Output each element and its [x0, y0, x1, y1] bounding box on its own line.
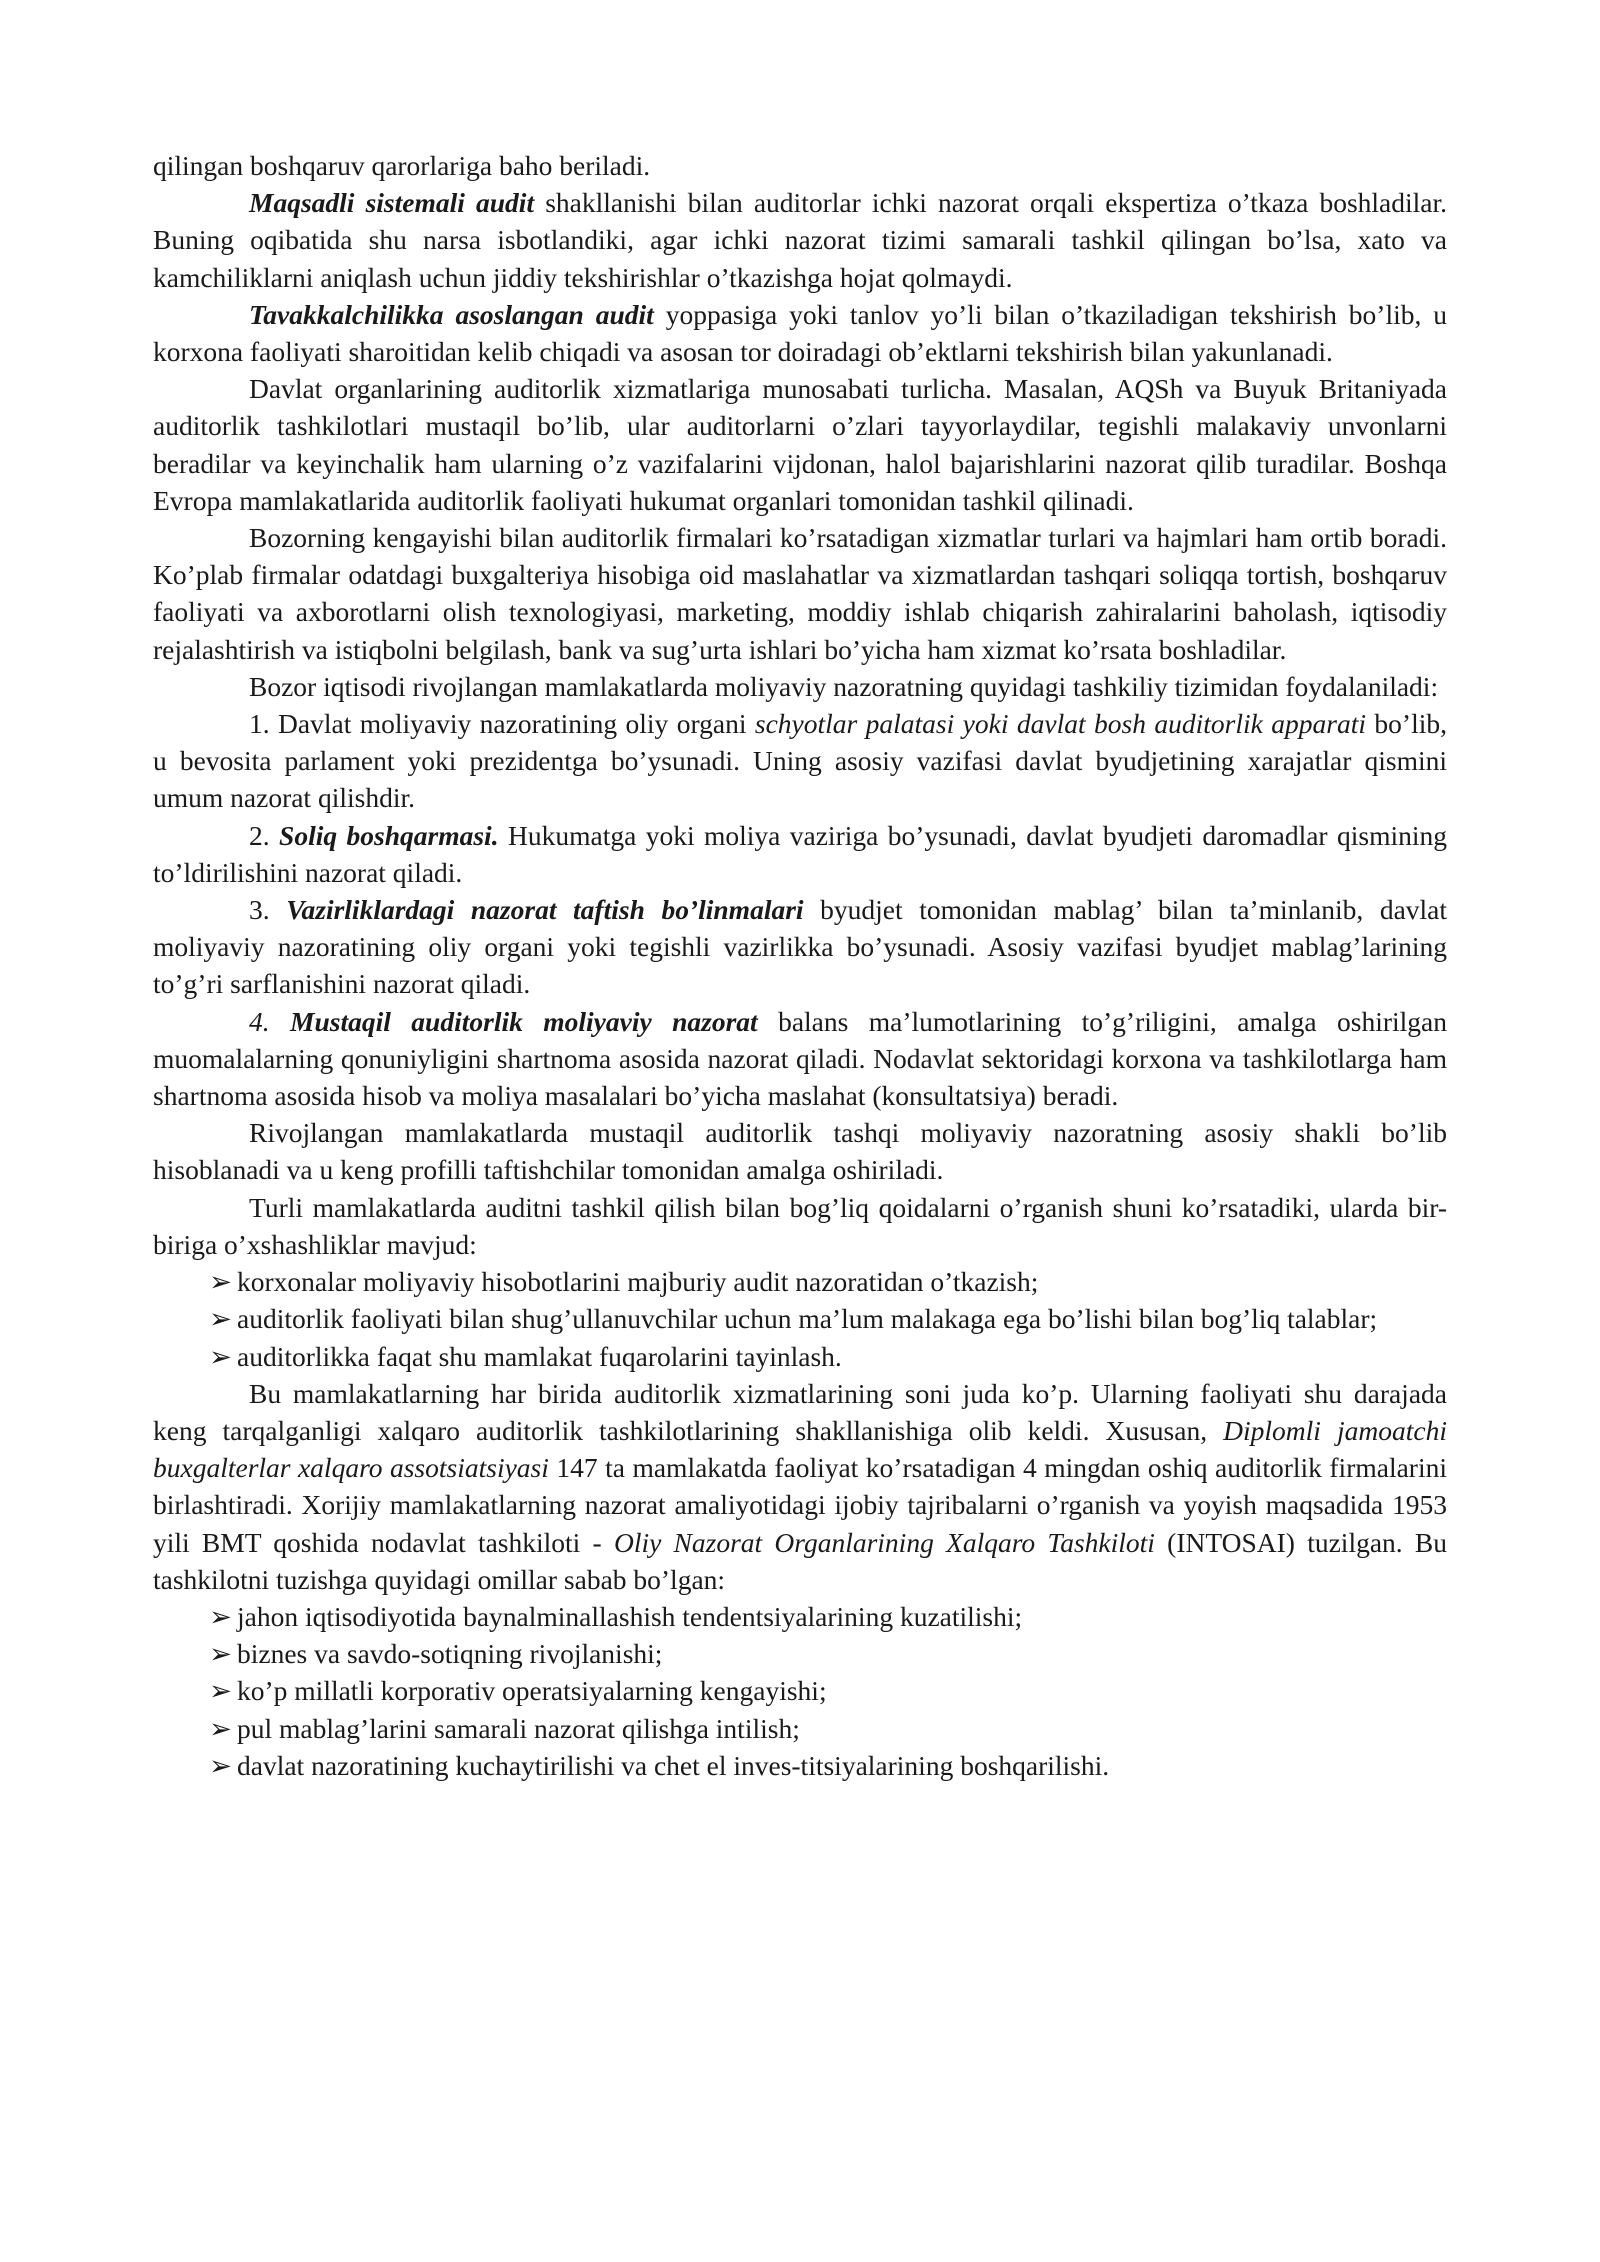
arrowhead-bullet-icon: ➢ — [209, 1712, 233, 1744]
list-item: ➢ auditorlik faoliyati bilan shug’ullanuvchilar uchun ma’lum malakaga ega bo’lishi bilan bog’liq talablar; — [153, 1300, 1447, 1337]
arrowhead-bullet-icon: ➢ — [209, 1600, 233, 1632]
arrowhead-bullet-icon: ➢ — [209, 1675, 233, 1707]
paragraph: Turli mamlakatlarda auditni tashkil qilish bilan bog’liq qoidalarni o’rganish shuni ko’rsatadiki, ularda bir-biriga o’xshashliklar mavjud: — [153, 1191, 1447, 1260]
bullet-list-similarities — [153, 1263, 1447, 1375]
paragraph: Tavakkalchilikka asoslangan audit yoppasiga yoki tanlov yo’li bilan o’tkaziladigan tekshirish bo’lib, u korxona faoliyati sharoitidan kelib chiqadi va asosan tor doiradagi ob’ektlarni tekshirish bilan yakunlanadi. — [153, 298, 1447, 368]
bullet-list-intosai-factors — [153, 1598, 1447, 1784]
numbered-item-3: 3. Vazirliklardagi nazorat taftish bo’linmalari byudjet tomonidan mablag’ bilan ta’minlanib, davlat moliyaviy nazoratining oliy organi yoki tegishli vazirlikka bo’ysunadi. Asosiy vazifasi byudjet mablag’larining to’g’ri sarflanishini nazorat qiladi. — [153, 894, 1448, 1000]
list-item: ➢ davlat nazoratining kuchaytirilishi va chet el inves-titsiyalarining boshqarilishi. — [153, 1747, 1447, 1784]
paragraph: Bozor iqtisodi rivojlangan mamlakatlarda moliyaviy nazoratning quyidagi tashkiliy tizimidan foydalaniladi: — [249, 670, 1439, 702]
list-item: ➢ pul mablag’larini samarali nazorat qilishga intilish; — [153, 1710, 1447, 1747]
paragraph: Maqsadli sistemali audit shakllanishi bilan auditorlar ichki nazorat orqali ekspertiza o’tkaza boshladilar. Buning oqibatida shu narsa isbotlandiki, agar ichki nazorat tizimi samarali tashkil qilingan bo’lsa, xato va kamchiliklarni aniqlash uchun jiddiy tekshirishlar o’tkazishga hojat qolmaydi. — [153, 187, 1447, 293]
arrowhead-bullet-icon: ➢ — [209, 1638, 233, 1670]
arrowhead-bullet-icon: ➢ — [209, 1749, 233, 1781]
paragraph: qilingan boshqaruv qarorlariga baho beriladi. — [153, 150, 651, 181]
numbered-item-2: 2. Soliq boshqarmasi. Hukumatga yoki moliya vaziriga bo’ysunadi, davlat byudjeti daromadlar qismining to’ldirilishini nazorat qiladi. — [153, 819, 1447, 888]
list-item: ➢ ko’p millatli korporativ operatsiyalarning kengayishi; — [153, 1672, 1447, 1709]
arrowhead-bullet-icon: ➢ — [209, 1340, 233, 1372]
paragraph: Rivojlangan mamlakatlarda mustaqil auditorlik tashqi moliyaviy nazoratning asosiy shakli bo’lib hisoblanadi va u keng profilli taftishchilar tomonidan amalga oshiriladi. — [153, 1117, 1447, 1186]
list-item: ➢ biznes va savdo-sotiqning rivojlanishi; — [153, 1635, 1447, 1672]
numbered-item-1: 1. Davlat moliyaviy nazoratining oliy organi schyotlar palatasi yoki davlat bosh auditorlik apparati bo’lib, u bevosita parlament yoki prezidentga bo’ysunadi. Uning asosiy vazifasi davlat byudjetining xarajatlar qismini umum nazorat qilishdir. — [153, 708, 1447, 814]
paragraph: Bozorning kengayishi bilan auditorlik firmalari ko’rsatadigan xizmatlar turlari va hajmlari ham ortib boradi. Ko’plab firmalar odatdagi buxgalteriya hisobiga oid maslahatlar va xizmatlardan tashqari soliqqa tortish, boshqaruv faoliyati va axborotlarni olish texnologiyasi, marketing, moddiy ishlab chiqarish zahiralarini baholash, iqtisodiy rejalashtirish va istiqbolni belgilash, bank va sug’urta ishlari bo’yicha ham xizmat ko’rsata boshladilar. — [153, 522, 1447, 665]
list-item: ➢ jahon iqtisodiyotida baynalminallashish tendentsiyalarining kuzatilishi; — [153, 1598, 1447, 1635]
arrowhead-bullet-icon: ➢ — [209, 1303, 233, 1335]
list-item: ➢ auditorlikka faqat shu mamlakat fuqarolarini tayinlash. — [153, 1338, 1447, 1375]
list-item: ➢ korxonalar moliyaviy hisobotlarini majburiy audit nazoratidan o’tkazish; — [153, 1263, 1447, 1300]
term-tavakkalchilikka-asoslangan-audit: Tavakkalchilikka asoslangan audit — [249, 298, 654, 330]
paragraph: Bu mamlakatlarning har birida auditorlik xizmatlarining soni juda ko’p. Ularning faoliyati shu darajada keng tarqalganligi xalqaro auditorlik tashkilotlarining shakllanishiga olib keldi. Xususan, Diplomli jamoatchi buxgalterlar xalqaro assotsiatsiyasi 147 ta mamlakatda faoliyat ko’rsatadigan 4 mingdan oshiq auditorlik firmalarini birlashtiradi. Xorijiy mamlakatlarning nazorat amaliyotidagi ijobiy tajribalarni o’rganish va yoyish maqsadida 1953 yili BMT qoshida nodavlat tashkiloti - Oliy Nazorat Organlarining Xalqaro Tashkiloti (INTOSAI) tuzilgan. Bu tashkilotni tuzishga quyidagi omillar sabab bo’lgan: — [153, 1377, 1447, 1595]
term-maqsadli-sistemali-audit: Maqsadli sistemali audit — [249, 187, 535, 219]
paragraph: Davlat organlarining auditorlik xizmatlariga munosabati turlicha. Masalan, AQSh va Buyuk Britaniyada auditorlik tashkilotlari mustaqil bo’lib, ular auditorlarni o’zlari tayyorlaydilar, tegishli malakaviy unvonlarni beradilar va keyinchalik ham ularning o’z vazifalarini vijdonan, halol bajarishlarini nazorat qilib turadilar. Boshqa Evropa mamlakatlarida auditorlik faoliyati hukumat organlari tomonidan tashkil qilinadi. — [153, 373, 1447, 516]
document-body — [153, 147, 1447, 1784]
numbered-item-4: 4. Mustaqil auditorlik moliyaviy nazorat balans ma’lumotlarining to’g’riligini, amalga oshirilgan muomalalarning qonuniyligini shartnoma asosida nazorat qiladi. Nodavlat sektoridagi korxona va tashkilotlarga ham shartnoma asosida hisob va moliya masalalari bo’yicha maslahat (konsultatsiya) beradi. — [153, 1005, 1447, 1112]
arrowhead-bullet-icon: ➢ — [209, 1266, 233, 1298]
